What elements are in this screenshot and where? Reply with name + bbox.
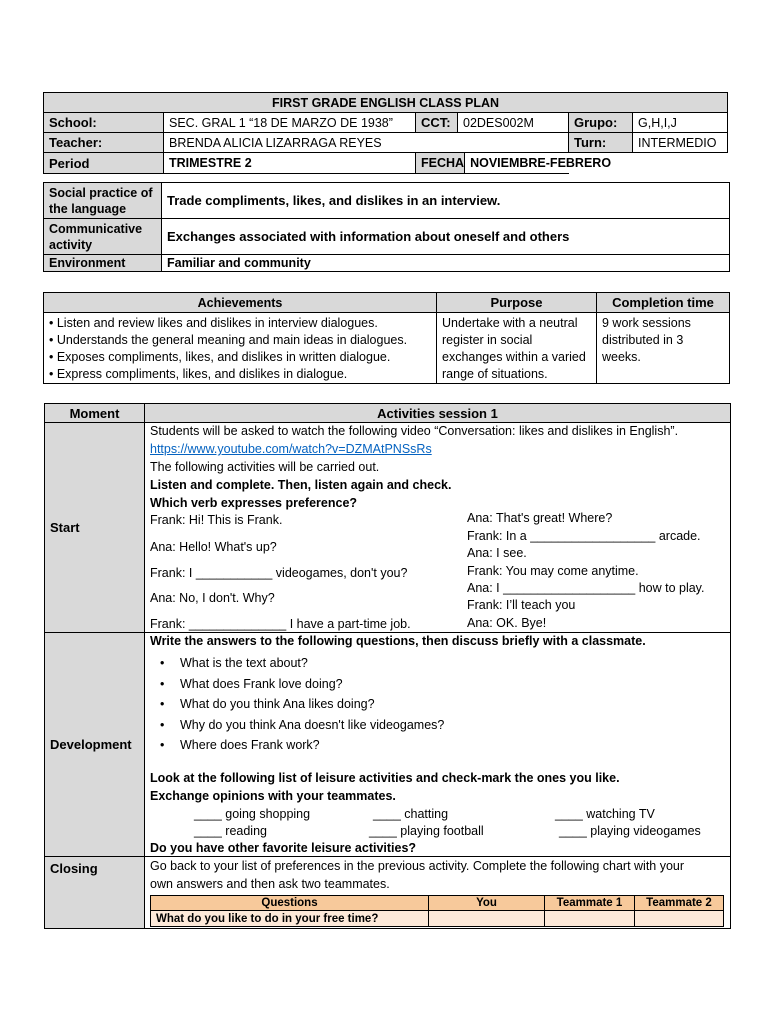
achievements-header: Achievements [44, 293, 437, 313]
start-line: Listen and complete. Then, listen again and check. [150, 478, 452, 492]
question-item [160, 735, 550, 756]
cct-label: CCT: [416, 113, 458, 133]
dialog-line: Ana: I see. [467, 546, 527, 560]
start-label: Start [45, 423, 145, 633]
chart-cell-teammate1[interactable] [545, 911, 635, 927]
school-value: SEC. GRAL 1 “18 DE MARZO DE 1938” [164, 113, 416, 133]
closing-content [145, 857, 731, 929]
dev-intro: Write the answers to the following questions, then discuss briefly with a classmate. [150, 634, 646, 648]
period-label: Period [44, 153, 164, 174]
closing-text: own answers and then ask two teammates. [150, 877, 390, 891]
period-value: TRIMESTRE 2 [164, 153, 416, 174]
leisure-item: ____ playing football [369, 824, 484, 838]
fecha-label: FECHA [416, 153, 465, 173]
purpose-line: register in social [442, 333, 533, 347]
achievement-item: • Exposes compliments, likes, and dislikes in written dialogue. [49, 350, 391, 364]
question-text: What is the text about? [180, 656, 308, 670]
achievements-list [44, 313, 437, 384]
bullet-icon: • [160, 738, 165, 752]
dev-line: Look at the following list of leisure activities and check-mark the ones you like. [150, 771, 620, 785]
completion-header: Completion time [597, 293, 730, 313]
question-text: What do you think Ana likes doing? [180, 697, 375, 711]
activities-header: Activities session 1 [145, 404, 731, 423]
school-label: School: [44, 113, 164, 133]
leisure-item: ____ watching TV [555, 807, 655, 821]
turn-label: Turn: [569, 133, 633, 153]
preferences-chart [150, 895, 724, 927]
dialog-line: Ana: OK. Bye! [467, 616, 547, 630]
fecha-value: NOVIEMBRE-FEBRERO [465, 153, 611, 173]
dialog-line: Frank: I ___________ videogames, don't you? [150, 566, 408, 580]
dialog-line: Ana: Hello! What's up? [150, 540, 277, 554]
grupo-label: Grupo: [569, 113, 633, 133]
question-text: What does Frank love doing? [180, 676, 343, 691]
social-practice-label: Social practice of the language [44, 183, 162, 219]
start-content [145, 423, 731, 633]
chart-row-question: What do you like to do in your free time? [151, 911, 429, 927]
communicative-label: Communicative activity [44, 219, 162, 255]
dialog-line: Frank: You may come anytime. [467, 564, 639, 578]
question-text: Where does Frank work? [180, 738, 320, 752]
completion-line: distributed in 3 [602, 333, 684, 347]
purpose-line: exchanges within a varied [442, 350, 586, 364]
completion-line: weeks. [602, 350, 641, 364]
completion-line: 9 work sessions [602, 316, 691, 330]
turn-value: INTERMEDIO [633, 133, 728, 153]
chart-header-teammate2: Teammate 2 [635, 896, 724, 911]
bullet-icon: • [160, 656, 165, 670]
purpose-header: Purpose [437, 293, 597, 313]
achievement-item: • Express compliments, likes, and dislikes in dialogue. [49, 367, 348, 381]
moment-header: Moment [45, 404, 145, 423]
social-practice-value: Trade compliments, likes, and dislikes in an interview. [162, 183, 730, 219]
purpose-text [437, 313, 597, 384]
purpose-line: Undertake with a neutral [442, 316, 578, 330]
dialog-line: Ana: I ___________________ how to play. [467, 581, 705, 595]
development-label: Development [45, 633, 145, 857]
chart-header-you: You [429, 896, 545, 911]
fecha-cell [416, 153, 612, 174]
closing-label: Closing [45, 857, 145, 929]
leisure-item: ____ going shopping [194, 807, 311, 821]
activities-table [44, 403, 731, 929]
purpose-line: range of situations. [442, 367, 548, 381]
dialog-line: Frank: Hi! This is Frank. [150, 513, 283, 527]
question-item [160, 674, 550, 695]
dialog-line: Frank: ______________ I have a part-time job. [150, 617, 411, 631]
question-item [160, 715, 550, 736]
start-line: The following activities will be carried out. [150, 460, 380, 474]
completion-text [597, 313, 730, 384]
bullet-icon: • [160, 717, 165, 732]
teacher-label: Teacher: [44, 133, 164, 153]
question-item [160, 653, 550, 674]
bullet-icon: • [160, 697, 165, 711]
leisure-item: ____ reading [194, 824, 267, 838]
question-list [150, 653, 550, 756]
video-link[interactable]: https://www.youtube.com/watch?v=DZMAtPNSsRs [150, 442, 432, 456]
start-line: Which verb expresses preference? [150, 496, 358, 510]
start-intro: Students will be asked to watch the following video “Conversation: likes and dislikes in English”. [150, 424, 679, 438]
communicative-value: Exchanges associated with information about oneself and others [162, 219, 730, 255]
achievement-item: • Listen and review likes and dislikes in interview dialogues. [49, 316, 378, 330]
achievement-item: • Understands the general meaning and main ideas in dialogues. [49, 333, 408, 347]
dev-line: Exchange opinions with your teammates. [150, 789, 396, 803]
development-content [145, 633, 731, 857]
environment-label: Environment [44, 255, 162, 272]
dialog-line: Frank: I’ll teach you [467, 598, 576, 612]
grupo-value: G,H,I,J [633, 113, 728, 133]
leisure-item: ____ chatting [373, 807, 449, 821]
plan-title: FIRST GRADE ENGLISH CLASS PLAN [44, 93, 728, 113]
chart-header-teammate1: Teammate 1 [545, 896, 635, 911]
teacher-value: BRENDA ALICIA LIZARRAGA REYES [164, 133, 569, 153]
environment-value: Familiar and community [162, 255, 730, 272]
dev-line: Do you have other favorite leisure activities? [150, 841, 417, 855]
closing-text: Go back to your list of preferences in the previous activity. Complete the following chart with your [150, 859, 685, 873]
dialog-line: Ana: No, I don't. Why? [150, 591, 275, 605]
achievements-table [43, 292, 730, 384]
dialog-line: Ana: That's great! Where? [467, 511, 613, 525]
leisure-item: ____ playing videogames [559, 824, 701, 838]
question-text: Why do you think Ana doesn't like videogames? [180, 717, 445, 732]
dialog-line: Frank: In a __________________ arcade. [467, 529, 701, 543]
chart-header-questions: Questions [151, 896, 429, 911]
cct-value: 02DES002M [458, 113, 569, 133]
chart-cell-teammate2[interactable] [635, 911, 724, 927]
bullet-icon: • [160, 676, 165, 691]
question-item [160, 694, 550, 715]
header-table [43, 92, 728, 174]
chart-cell-you[interactable] [429, 911, 545, 927]
practice-table [43, 182, 730, 272]
